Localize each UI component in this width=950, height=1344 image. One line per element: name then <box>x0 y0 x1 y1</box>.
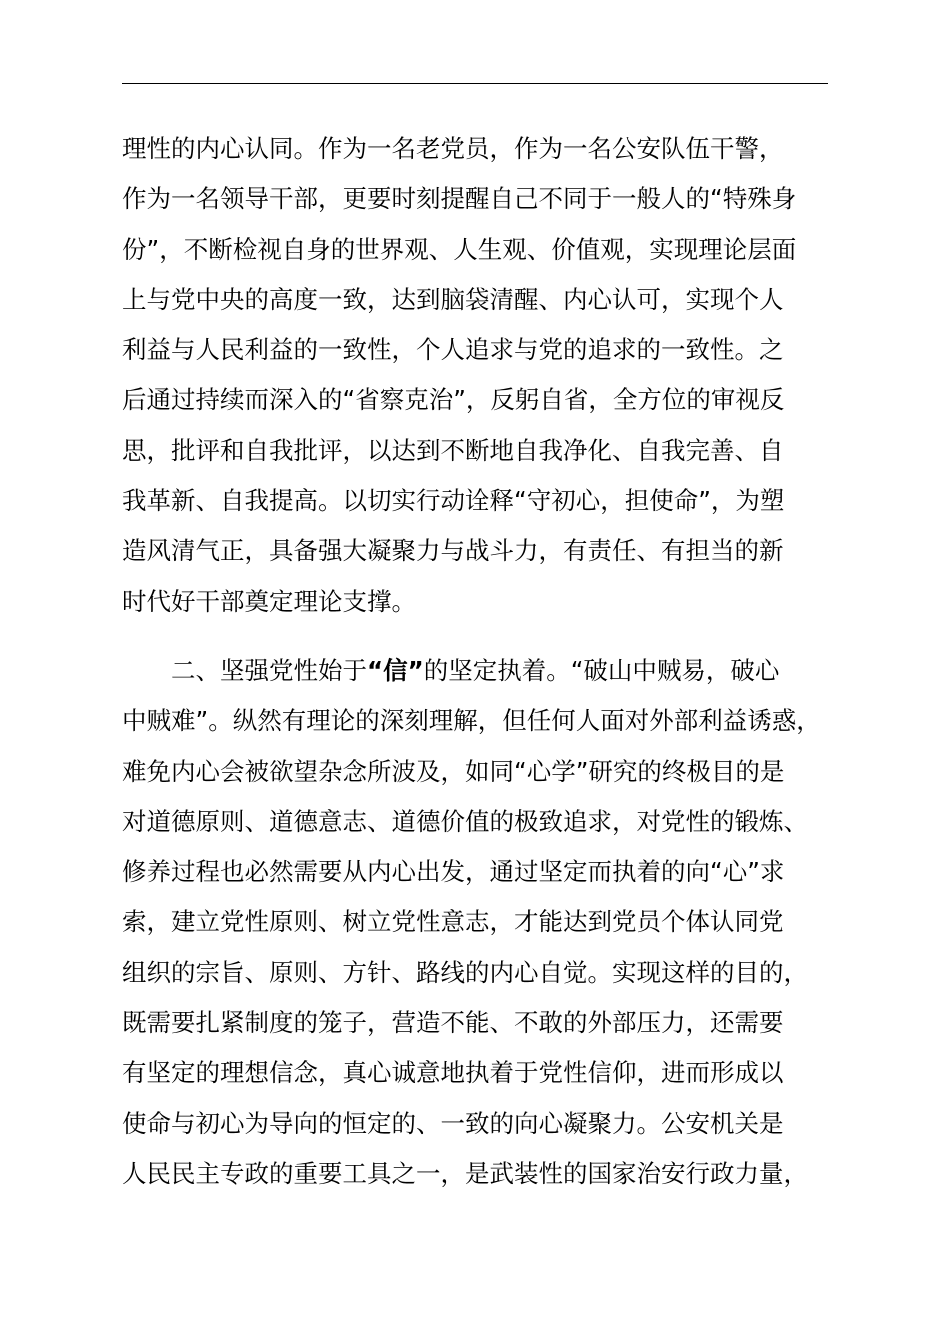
text-line: 修养过程也必然需要从内心出发，通过坚定而执着的向“心”求 <box>122 857 785 887</box>
text-line: 我革新、自我提高。以切实行动诠释“守初心，担使命”，为塑 <box>122 486 785 516</box>
text-line: 索，建立党性原则、树立党性意志，才能达到党员个体认同党 <box>122 907 784 937</box>
text-line: 中贼难”。纵然有理论的深刻理解，但任何人面对外部利益诱惑， <box>122 706 821 736</box>
paragraph-1 <box>122 124 832 627</box>
text-line: 上与党中央的高度一致，达到脑袋清醒、内心认可，实现个人 <box>122 284 784 314</box>
text-line: 份”，不断检视自身的世界观、人生观、价值观，实现理论层面 <box>122 234 797 264</box>
text-line: 作为一名领导干部，更要时刻提醒自己不同于一般人的“特殊身 <box>122 184 797 214</box>
heading-text-before: 二、坚强党性始于 <box>171 655 367 685</box>
heading-keyword: “信” <box>367 655 424 685</box>
paragraph-gap <box>122 627 832 646</box>
text-line: 人民民主专政的重要工具之一，是武装性的国家治安行政力量， <box>122 1158 808 1188</box>
text-line: 思，批评和自我批评，以达到不断地自我净化、自我完善、自 <box>122 435 784 465</box>
section-heading-line <box>122 646 832 696</box>
text-line: 有坚定的理想信念，真心诚意地执着于党性信仰，进而形成以 <box>122 1058 784 1088</box>
text-line: 难免内心会被欲望杂念所波及，如同“心学”研究的终极目的是 <box>122 756 785 786</box>
text-line: 后通过持续而深入的“省察克治”，反躬自省，全方位的审视反 <box>122 385 785 415</box>
text-line: 利益与人民利益的一致性，个人追求与党的追求的一致性。之 <box>122 335 784 365</box>
paragraph-2 <box>122 646 832 1199</box>
heading-text-after: 的坚定执着。“破山中贼易，破心 <box>423 655 780 685</box>
text-line: 对道德原则、道德意志、道德价值的极致追求，对党性的锻炼、 <box>122 806 808 836</box>
text-line: 既需要扎紧制度的笼子，营造不能、不敢的外部压力，还需要 <box>122 1008 784 1038</box>
text-line: 造风清气正，具备强大凝聚力与战斗力，有责任、有担当的新 <box>122 536 784 566</box>
text-line: 使命与初心为导向的恒定的、一致的向心凝聚力。公安机关是 <box>122 1108 784 1138</box>
text-line: 组织的宗旨、原则、方针、路线的内心自觉。实现这样的目的， <box>122 957 808 987</box>
document-body <box>122 124 832 1199</box>
header-rule <box>122 83 828 84</box>
text-line: 理性的内心认同。作为一名老党员，作为一名公安队伍干警， <box>122 134 784 163</box>
text-line: 时代好干部奠定理论支撑。 <box>122 586 416 616</box>
